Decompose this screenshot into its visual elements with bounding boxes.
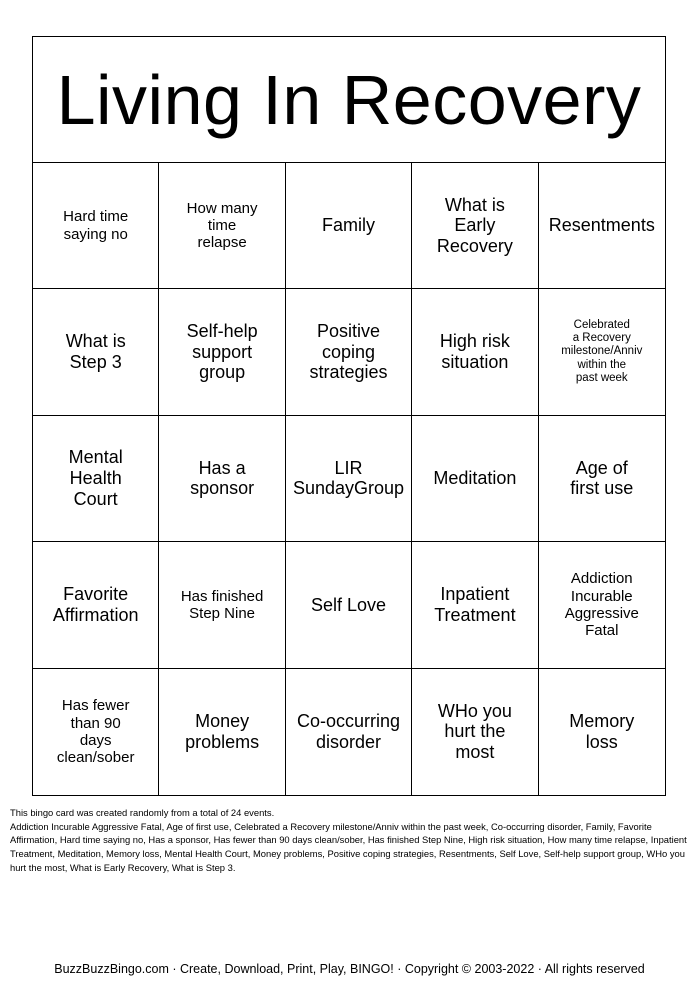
bingo-cell-r3-c2: Has a sponsor [159,416,285,542]
bingo-cell-r5-c3: Co-occurring disorder [286,669,412,795]
bingo-cell-r2-c2: Self-help support group [159,289,285,415]
bingo-cell-r3-c5: Age of first use [539,416,665,542]
bingo-cell-r3-c1: Mental Health Court [33,416,159,542]
footnote-event-list: Addiction Incurable Aggressive Fatal, Age of first use, Celebrated a Recovery milestone/Anniv within the past week, Co-occurring disorder, Family, Favorite Affirmation, Hard time saying no, Has a sponsor, Has fewer than 90 days clean/sober, Has finished Step Nine, High risk situation, How many time relapse, Inpatient Treatment, Meditation, Memory loss, Mental Health Court, Money problems, Positive coping strategies, Resentments, Self Love, Self-help support group, WHo you hurt the most, What is Early Recovery, What is Step 3. [10,820,687,873]
site-footer: BuzzBuzzBingo.com · Create, Download, Print, Play, BINGO! · Copyright © 2003-2022 · All rights reserved [54,962,645,976]
card-title: Living In Recovery [33,37,665,163]
bingo-cell-r4-c1: Favorite Affirmation [33,542,159,668]
footnote-summary: This bingo card was created randomly from a total of 24 events. [10,807,275,818]
bingo-cell-r1-c1: Hard time saying no [33,163,159,289]
bingo-cell-r1-c2: How many time relapse [159,163,285,289]
event-list-footnote [10,806,690,874]
bingo-card [32,36,666,796]
bingo-cell-r4-c4: Inpatient Treatment [412,542,538,668]
bingo-cell-r3-c4: Meditation [412,416,538,542]
bingo-cell-r2-c1: What is Step 3 [33,289,159,415]
bingo-cell-r2-c4: High risk situation [412,289,538,415]
bingo-cell-r5-c5: Memory loss [569,711,635,752]
bingo-grid [33,163,665,795]
bingo-cell-r2-c3: Positive coping strategies [286,289,412,415]
bingo-cell-r4-c2: Has finished Step Nine [159,542,285,668]
bingo-cell-r5-c4: WHo you hurt the most [412,669,538,795]
bingo-cell-r3-c3: LIR SundayGroup [286,416,412,542]
bingo-cell-r4-c3: Self Love [286,542,412,668]
bingo-cell-r1-c5: Resentments [539,163,665,289]
bingo-cell-r4-c5: Addiction Incurable Aggressive Fatal [539,542,665,668]
bingo-cell-r1-c3: Family [286,163,412,289]
bingo-cell-r5-c1: Has fewer than 90 days clean/sober [33,669,159,795]
bingo-cell-r2-c5: Celebrated a Recovery milestone/Anniv within the past week [539,289,665,415]
bingo-cell-r5-c2: Money problems [159,669,285,795]
bingo-cell-r1-c4: What is Early Recovery [412,163,538,289]
